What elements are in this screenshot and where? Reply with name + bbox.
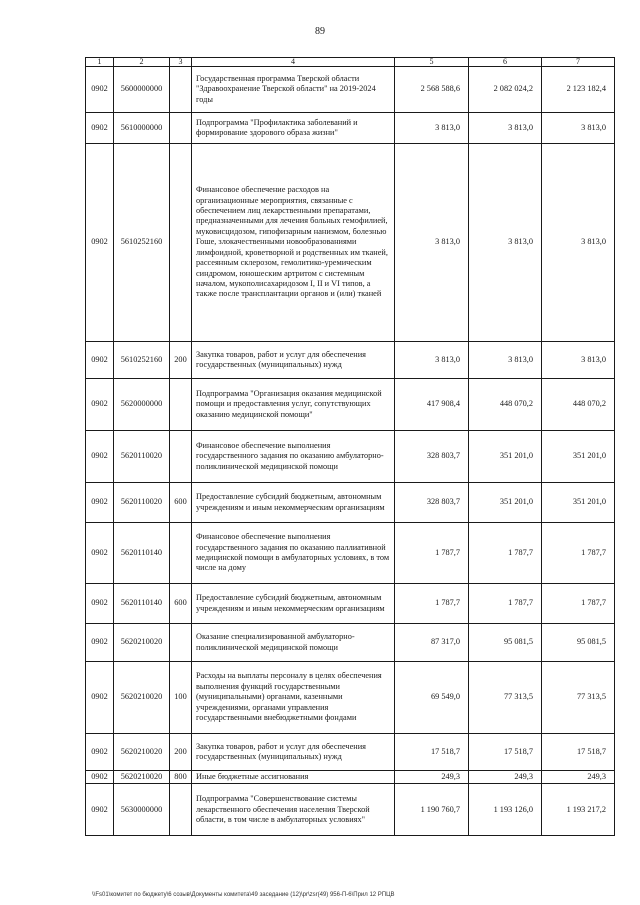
- header-cell: 4: [192, 58, 395, 67]
- target-code: 5610252160: [114, 144, 170, 342]
- item-name: Подпрограмма "Профилактика заболеваний и формирование здорового образа жизни": [192, 113, 395, 144]
- target-code: 5620210020: [114, 624, 170, 662]
- expense-kind: [170, 67, 192, 113]
- amount-2021: 3 813,0: [542, 342, 615, 379]
- amount-2019: 328 803,7: [395, 483, 469, 523]
- table-row: [86, 483, 615, 523]
- expense-kind: 600: [170, 584, 192, 624]
- section-code: 0902: [86, 431, 114, 483]
- section-code: 0902: [86, 584, 114, 624]
- amount-2021: 1 787,7: [542, 523, 615, 584]
- table-row: [86, 379, 615, 431]
- amount-2019: 17 518,7: [395, 734, 469, 771]
- table-row: [86, 144, 615, 342]
- expense-kind: [170, 431, 192, 483]
- table-row: [86, 67, 615, 113]
- amount-2021: 448 070,2: [542, 379, 615, 431]
- section-code: 0902: [86, 342, 114, 379]
- table-row: [86, 784, 615, 836]
- page-number: 89: [315, 26, 325, 37]
- section-code: 0902: [86, 67, 114, 113]
- target-code: 5620210020: [114, 662, 170, 734]
- amount-2020: 351 201,0: [469, 431, 542, 483]
- amount-2021: 1 193 217,2: [542, 784, 615, 836]
- table-row: [86, 624, 615, 662]
- expense-kind: 800: [170, 771, 192, 784]
- item-name: Иные бюджетные ассигнования: [192, 771, 395, 784]
- item-name: Финансовое обеспечение расходов на организационные мероприятия, связанные с обеспечением лиц лекарственными препаратами, предназначенными для лечения больных гемофилией, муковисцидозом, гипофизарным нанизмом, болезнью Гоше, злокачественными новообразованиями лимфоидной, кроветворной и родственных им тканей, рассеянным склерозом, гемолитико-уремическим синдромом, юношеским артритом с системным началом, мукополисахаридозом I, II и VI типов, а также после трансплантации органов и (или) тканей: [192, 144, 395, 342]
- expense-kind: 200: [170, 342, 192, 379]
- amount-2020: 2 082 024,2: [469, 67, 542, 113]
- header-cell: 2: [114, 58, 170, 67]
- amount-2021: 95 081,5: [542, 624, 615, 662]
- target-code: 5620000000: [114, 379, 170, 431]
- amount-2021: 351 201,0: [542, 431, 615, 483]
- target-code: 5610000000: [114, 113, 170, 144]
- amount-2021: 2 123 182,4: [542, 67, 615, 113]
- item-name: Подпрограмма "Совершенствование системы лекарственного обеспечения населения Тверской области, в том числе в амбулаторных условиях": [192, 784, 395, 836]
- item-name: Оказание специализированной амбулаторно-поликлинической медицинской помощи: [192, 624, 395, 662]
- footer-file-path: \\Fs01\комитет по бюджету\6 созыв\Документы комитета\49 заседание (12)\pr\zsr(49) 956-П-6\Прил 12 РПЦВ: [92, 892, 395, 898]
- amount-2020: 3 813,0: [469, 342, 542, 379]
- item-name: Закупка товаров, работ и услуг для обеспечения государственных (муниципальных) нужд: [192, 734, 395, 771]
- target-code: 5630000000: [114, 784, 170, 836]
- target-code: 5600000000: [114, 67, 170, 113]
- table-row: [86, 342, 615, 379]
- expense-kind: [170, 784, 192, 836]
- table-row: [86, 771, 615, 784]
- amount-2020: 249,3: [469, 771, 542, 784]
- item-name: Государственная программа Тверской области "Здравоохранение Тверской области" на 2019-2024 годы: [192, 67, 395, 113]
- amount-2021: 17 518,7: [542, 734, 615, 771]
- section-code: 0902: [86, 379, 114, 431]
- amount-2019: 3 813,0: [395, 113, 469, 144]
- expense-kind: 600: [170, 483, 192, 523]
- header-cell: 1: [86, 58, 114, 67]
- amount-2020: 3 813,0: [469, 113, 542, 144]
- expense-kind: [170, 624, 192, 662]
- header-cell: 6: [469, 58, 542, 67]
- item-name: Предоставление субсидий бюджетным, автономным учреждениям и иным некоммерческим организациям: [192, 584, 395, 624]
- expense-kind: [170, 523, 192, 584]
- section-code: 0902: [86, 624, 114, 662]
- amount-2019: 1 787,7: [395, 523, 469, 584]
- amount-2020: 77 313,5: [469, 662, 542, 734]
- section-code: 0902: [86, 784, 114, 836]
- amount-2020: 351 201,0: [469, 483, 542, 523]
- section-code: 0902: [86, 523, 114, 584]
- amount-2020: 95 081,5: [469, 624, 542, 662]
- amount-2019: 328 803,7: [395, 431, 469, 483]
- item-name: Расходы на выплаты персоналу в целях обеспечения выполнения функций государственными (муниципальными) органами, казенными учреждениями, органами управления государственными внебюджетными фондами: [192, 662, 395, 734]
- target-code: 5620110140: [114, 584, 170, 624]
- section-code: 0902: [86, 662, 114, 734]
- section-code: 0902: [86, 771, 114, 784]
- target-code: 5620210020: [114, 771, 170, 784]
- header-cell: 3: [170, 58, 192, 67]
- amount-2020: 1 787,7: [469, 584, 542, 624]
- item-name: Финансовое обеспечение выполнения государственного задания по оказанию амбулаторно-поликлинической медицинской помощи: [192, 431, 395, 483]
- table-header-row: [86, 58, 615, 67]
- amount-2021: 77 313,5: [542, 662, 615, 734]
- budget-table: [85, 57, 615, 836]
- amount-2019: 1 190 760,7: [395, 784, 469, 836]
- amount-2021: 351 201,0: [542, 483, 615, 523]
- item-name: Предоставление субсидий бюджетным, автономным учреждениям и иным некоммерческим организациям: [192, 483, 395, 523]
- expense-kind: [170, 144, 192, 342]
- amount-2019: 2 568 588,6: [395, 67, 469, 113]
- amount-2021: 249,3: [542, 771, 615, 784]
- amount-2019: 3 813,0: [395, 144, 469, 342]
- table-row: [86, 523, 615, 584]
- section-code: 0902: [86, 483, 114, 523]
- item-name: Закупка товаров, работ и услуг для обеспечения государственных (муниципальных) нужд: [192, 342, 395, 379]
- table-row: [86, 662, 615, 734]
- amount-2019: 87 317,0: [395, 624, 469, 662]
- table-row: [86, 584, 615, 624]
- amount-2020: 448 070,2: [469, 379, 542, 431]
- expense-kind: 100: [170, 662, 192, 734]
- target-code: 5620110140: [114, 523, 170, 584]
- table-row: [86, 431, 615, 483]
- amount-2019: 69 549,0: [395, 662, 469, 734]
- amount-2020: 1 193 126,0: [469, 784, 542, 836]
- section-code: 0902: [86, 113, 114, 144]
- amount-2019: 249,3: [395, 771, 469, 784]
- item-name: Подпрограмма "Организация оказания медицинской помощи и предоставления услуг, сопутствующих оказанию медицинской помощи": [192, 379, 395, 431]
- table-row: [86, 734, 615, 771]
- expense-kind: [170, 113, 192, 144]
- amount-2019: 3 813,0: [395, 342, 469, 379]
- section-code: 0902: [86, 734, 114, 771]
- section-code: 0902: [86, 144, 114, 342]
- amount-2020: 3 813,0: [469, 144, 542, 342]
- expense-kind: [170, 379, 192, 431]
- target-code: 5620110020: [114, 483, 170, 523]
- amount-2021: 3 813,0: [542, 144, 615, 342]
- header-cell: 5: [395, 58, 469, 67]
- amount-2021: 1 787,7: [542, 584, 615, 624]
- amount-2020: 17 518,7: [469, 734, 542, 771]
- target-code: 5620110020: [114, 431, 170, 483]
- item-name: Финансовое обеспечение выполнения государственного задания по оказанию паллиативной медицинской помощи в амбулаторных условиях, в том числе на дому: [192, 523, 395, 584]
- amount-2020: 1 787,7: [469, 523, 542, 584]
- amount-2021: 3 813,0: [542, 113, 615, 144]
- amount-2019: 1 787,7: [395, 584, 469, 624]
- target-code: 5620210020: [114, 734, 170, 771]
- target-code: 5610252160: [114, 342, 170, 379]
- header-cell: 7: [542, 58, 615, 67]
- expense-kind: 200: [170, 734, 192, 771]
- amount-2019: 417 908,4: [395, 379, 469, 431]
- table-row: [86, 113, 615, 144]
